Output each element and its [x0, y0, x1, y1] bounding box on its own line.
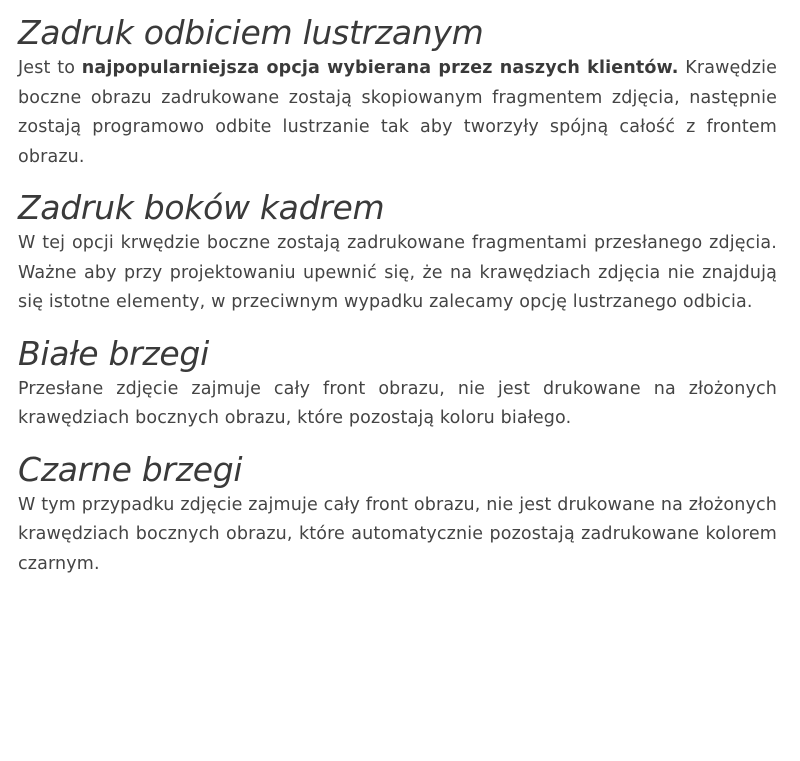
- section-title-black-edges: Czarne brzegi: [18, 449, 243, 489]
- section-text-mirror-print: [18, 54, 777, 172]
- print-options-content: [18, 12, 777, 594]
- section-text-frame-print: W tej opcji krwędzie boczne zostają zadrukowane fragmentami przesłanego zdjęcia. Ważne aby przy projektowaniu upewnić się, że na krawędziach zdjęcia nie znajdują się istotne elementy, w przeciwnym wypadku zalecamy opcję lustrzanego odbicia.: [18, 233, 777, 312]
- section-title-frame-print: Zadruk boków kadrem: [18, 188, 385, 227]
- section-text-white-edges: Przesłane zdjęcie zajmuje cały front obrazu, nie jest drukowane na złożonych krawędziach bocznych obrazu, które pozostają koloru białego.: [18, 378, 777, 428]
- section-mirror-print: [18, 12, 777, 172]
- section-title-mirror-print: Zadruk odbiciem lustrzanym: [18, 13, 484, 52]
- text-highlight: najpopularniejsza opcja wybierana przez naszych klientów.: [81, 58, 679, 78]
- section-white-edges: [18, 333, 777, 434]
- section-text-black-edges: W tym przypadku zdjęcie zajmuje cały front obrazu, nie jest drukowane na złożonych krawędziach bocznych obrazu, które automatycznie pozostają zadrukowane kolorem czarnym.: [18, 494, 777, 574]
- section-frame-print: [18, 187, 777, 318]
- text-suffix: Krawędzie boczne obrazu zadrukowane zostają skopiowanym fragmentem zdjęcia, następnie zostają programowo odbite lustrzanie tak aby tworzyły spójną całość z frontem obrazu.: [18, 58, 777, 167]
- section-black-edges: [18, 449, 777, 580]
- text-prefix: Jest to: [18, 58, 82, 78]
- section-title-white-edges: Białe brzegi: [18, 333, 209, 373]
